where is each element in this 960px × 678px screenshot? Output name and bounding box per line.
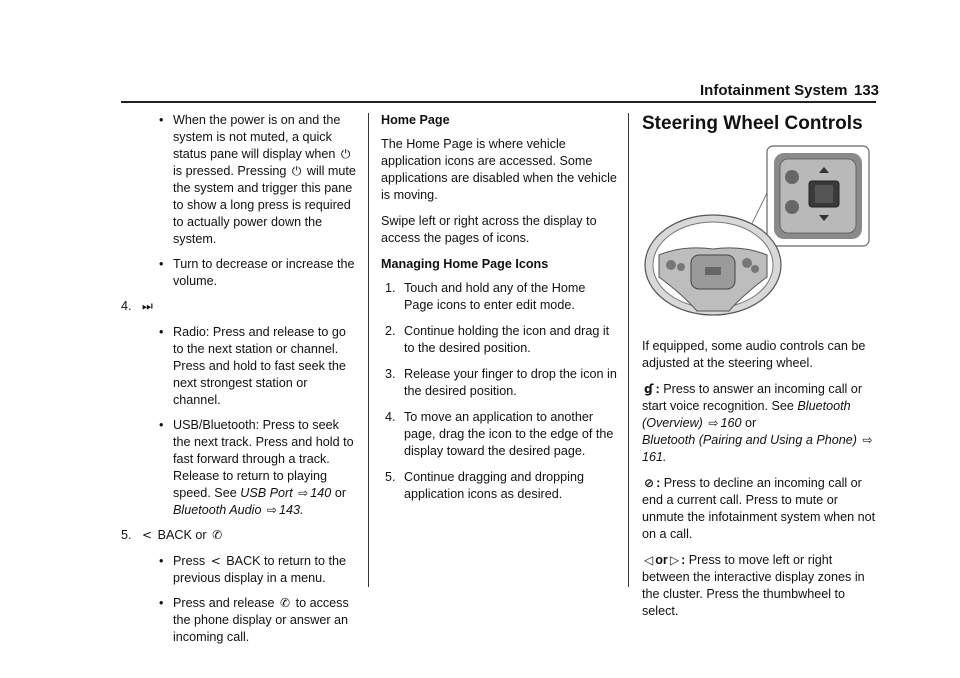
seek-forward-icon: ⏭ [142, 299, 153, 313]
right-control-icon [742, 258, 752, 268]
item-number: 5. [121, 528, 132, 542]
left-arrow-icon: ◁ [644, 553, 654, 567]
bullet-icon: • [159, 554, 164, 568]
paragraph: Swipe left or right across the display to access the pages of icons. [381, 214, 597, 245]
decline-control-description [642, 475, 882, 543]
bullet-icon: • [159, 113, 164, 127]
step-number: 2. [385, 324, 396, 338]
managing-icons-heading: Managing Home Page Icons [381, 257, 549, 271]
decline-call-icon: ⊘ [644, 476, 655, 490]
bullet-text: or [334, 486, 347, 500]
steering-wheel-illustration [643, 145, 871, 320]
left-control-icon [666, 260, 676, 270]
column-3 [642, 112, 882, 146]
phone-icon: ✆ [280, 596, 291, 610]
bluetooth-overview-link[interactable]: Bluetooth (Overview) [642, 399, 851, 430]
bullet-text: will mute the system and trigger this pane to show a long press is required to actually power down the system. [173, 164, 356, 246]
bullet-text: USB/Bluetooth: Press to seek the next track. Press and hold to fast forward through a track. Release to return to playing speed. See [173, 418, 354, 500]
colon: : [681, 553, 686, 567]
description-text: Press to move left or right between the interactive display zones in the cluster. Press the thumbwheel to select. [642, 553, 865, 618]
list-item [385, 366, 617, 400]
step-number: 3. [385, 367, 396, 381]
page-reference[interactable]: 161. [642, 450, 667, 464]
bullet-text: Turn to decrease or increase the volume. [173, 257, 355, 288]
power-icon: ⏻ [340, 147, 351, 161]
list-item [158, 417, 356, 519]
thumbwheel-grip [815, 185, 833, 203]
page-reference[interactable]: 143. [279, 503, 304, 517]
list-item [385, 323, 617, 357]
step-number: 1. [385, 281, 396, 295]
list-item [385, 409, 617, 460]
item-label: BACK or [157, 528, 207, 542]
list-item [158, 112, 356, 248]
description-text: Press to decline an incoming call or end a current call. Press to mute or unmute the infotainment system when not on a call. [642, 476, 876, 541]
column-3-body [642, 338, 882, 629]
step-text: Continue dragging and dropping application icons as desired. [404, 470, 584, 501]
bullet-text: When the power is on and the system is not muted, a quick status pane will display when [173, 113, 341, 161]
call-control-description [642, 381, 882, 466]
list-item [158, 595, 356, 646]
list-item [385, 469, 617, 503]
column-divider-2 [628, 113, 629, 587]
voice-call-icon: ɠ [644, 382, 654, 396]
bullet-text: Radio: Press and release to go to the next station or channel. Press and hold to fast seek the next strongest station or channel. [173, 325, 346, 407]
bullet-icon: • [159, 418, 164, 432]
reference-arrow-icon: ⇨ [298, 486, 309, 500]
bullet-text: Press [173, 554, 206, 568]
list-item [158, 256, 356, 290]
right-arrow-icon: ▷ [669, 553, 680, 567]
usb-port-link[interactable]: USB Port [240, 486, 293, 500]
step-text: Touch and hold any of the Home Page icons to enter edit mode. [404, 281, 586, 312]
home-page-heading: Home Page [381, 113, 450, 127]
bullet-text: to access the phone display or answer an incoming call. [173, 596, 349, 644]
phone-icon: ✆ [212, 528, 223, 542]
bullet-text: is pressed. Pressing [173, 164, 287, 178]
list-item [158, 324, 356, 409]
paragraph: If equipped, some audio controls can be adjusted at the steering wheel. [642, 339, 866, 370]
list-item [158, 553, 356, 587]
page-number: 133 [854, 82, 880, 99]
list-item [385, 280, 617, 314]
left-control-icon [677, 263, 685, 271]
decline-button-icon [785, 200, 799, 214]
bluetooth-pairing-link[interactable]: Bluetooth (Pairing and Using a Phone) [642, 433, 857, 447]
description-text: Press to answer an incoming call or start voice recognition. See [642, 382, 863, 413]
bullet-icon: • [159, 257, 164, 271]
page-reference[interactable]: 140 [310, 486, 332, 500]
back-icon: < [142, 528, 153, 542]
thumbwheel-control-description [642, 552, 882, 620]
back-icon: < [210, 554, 221, 568]
bullet-icon: • [159, 596, 164, 610]
column-2 [381, 112, 617, 512]
step-text: Continue holding the icon and drag it to the desired position. [404, 324, 610, 355]
reference-arrow-icon: ⇨ [266, 503, 278, 517]
colon: : [656, 476, 661, 490]
bullet-text: BACK to return to the previous display in a menu. [173, 554, 346, 585]
reference-arrow-icon: ⇨ [708, 416, 719, 430]
steering-wheel-heading: Steering Wheel Controls [642, 113, 863, 134]
colon: : [655, 382, 660, 396]
step-text: To move an application to another page, drag the icon to the edge of the display toward the desired page. [404, 410, 614, 458]
list-item [121, 527, 356, 544]
paragraph: The Home Page is where vehicle application icons are accessed. Some applications are disabled when the vehicle is moving. [381, 137, 617, 202]
or-label: or [655, 553, 668, 567]
description-text: or [744, 416, 757, 430]
column-divider-1 [368, 113, 369, 587]
right-control-icon [751, 265, 759, 273]
bullet-icon: • [159, 325, 164, 339]
list-item [121, 298, 356, 315]
step-text: Release your finger to drop the icon in the desired position. [404, 367, 617, 398]
power-icon: ⏻ [291, 164, 302, 178]
bluetooth-audio-link[interactable]: Bluetooth Audio [173, 503, 262, 517]
header-rule [121, 101, 876, 103]
wheel-logo [705, 267, 721, 275]
reference-arrow-icon: ⇨ [862, 433, 873, 447]
item-number: 4. [121, 299, 132, 313]
step-number: 4. [385, 410, 396, 424]
section-title: Infotainment System [700, 82, 848, 99]
step-number: 5. [385, 470, 396, 484]
bullet-text: Press and release [173, 596, 275, 610]
column-1 [121, 112, 356, 654]
call-button-icon [785, 170, 799, 184]
page-reference[interactable]: 160 [720, 416, 742, 430]
